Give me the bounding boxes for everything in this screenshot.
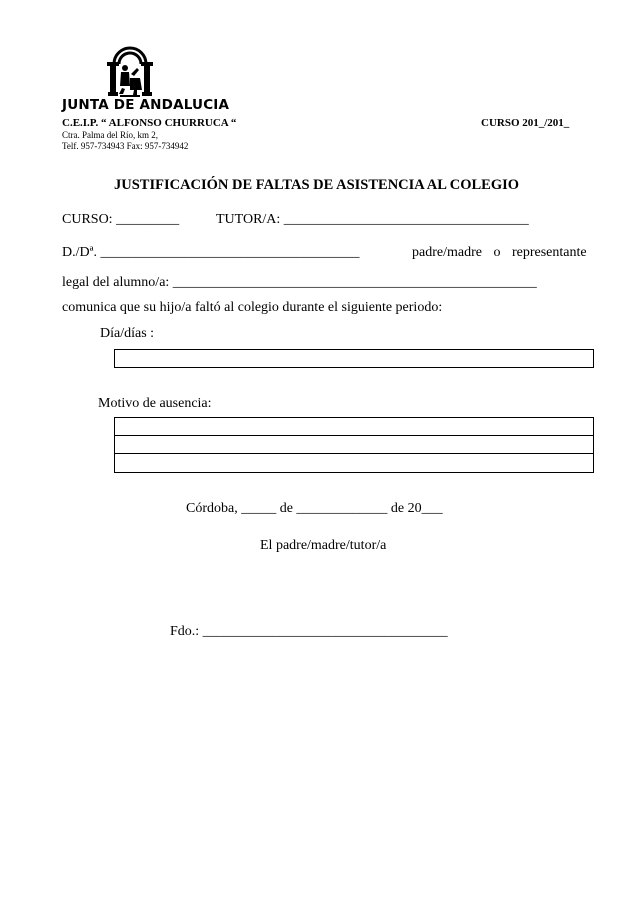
student-name-field[interactable]: legal del alumno/a: ____________________________________________________ [62, 275, 537, 290]
communication-text: comunica que su hijo/a faltó al colegio durante el siguiente periodo: [62, 300, 443, 315]
days-label: Día/días : [100, 326, 155, 341]
signature-field[interactable]: Fdo.: ___________________________________ [170, 624, 448, 639]
reason-line[interactable] [115, 454, 593, 472]
signer-role: El padre/madre/tutor/a [260, 538, 387, 553]
org-name: JUNTA DE ANDALUCIA [62, 97, 230, 113]
course-year: CURSO 201_/201_ [481, 117, 570, 129]
parent-name-field[interactable]: D./Dª. _____________________________________ [62, 245, 360, 260]
curso-field[interactable]: CURSO: _________ [62, 212, 180, 227]
tutor-field[interactable]: TUTOR/A: ___________________________________ [216, 212, 529, 227]
school-address: Ctra. Palma del Río, km 2, [62, 130, 158, 140]
date-place-field[interactable]: Córdoba, _____ de _____________ de 20___ [186, 501, 443, 516]
reason-label: Motivo de ausencia: [98, 396, 212, 411]
days-input-box[interactable] [114, 349, 594, 368]
junta-de-andalucia-seal-icon [106, 40, 154, 98]
reason-input-box[interactable] [114, 417, 594, 473]
school-name: C.E.I.P. “ ALFONSO CHURRUCA “ [62, 117, 237, 129]
form-title: JUSTIFICACIÓN DE FALTAS DE ASISTENCIA AL COLEGIO [114, 177, 520, 193]
parent-role-text: padre/madre o representante [412, 245, 587, 260]
reason-line[interactable] [115, 436, 593, 454]
school-phone: Telf. 957-734943 Fax: 957-734942 [62, 141, 189, 151]
reason-line[interactable] [115, 418, 593, 436]
